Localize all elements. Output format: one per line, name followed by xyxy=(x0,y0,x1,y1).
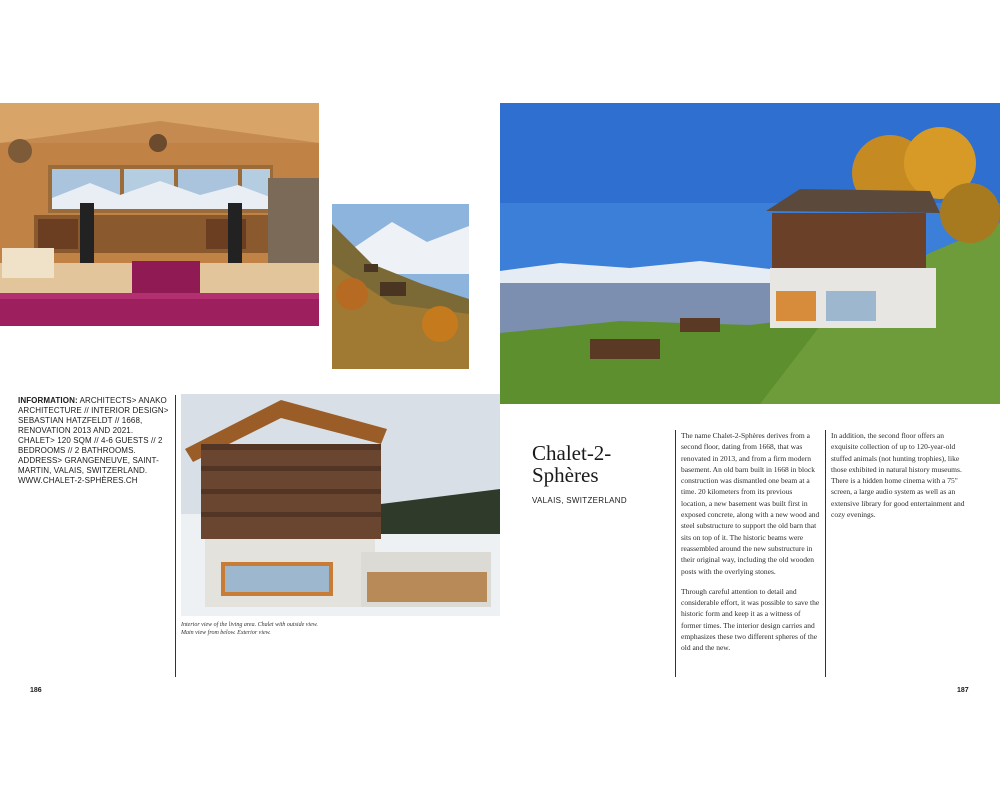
mountain-slope-photo xyxy=(332,204,469,369)
photo-caption: Interior view of the living area. Chalet with outside view. Main view from below. Exterior view. xyxy=(181,622,318,636)
interior-living-room-photo xyxy=(0,103,319,326)
information-text: ARCHITECTS> ANAKO ARCHITECTURE // INTERIOR DESIGN> SEBASTIAN HATZFELDT // 1668, RENOVATION 2013 AND 2021. CHALET> 120 SQM // 4-6 GUESTS // 2 BEDROOMS // 2 BATHROOMS. ADDRESS> GRANGENEUVE, SAINT-MARTIN, VALAIS, SWITZERLAND. WWW.CHALET-2-SPHÈRES.CH xyxy=(18,396,169,485)
winter-chalet-photo xyxy=(181,394,500,616)
page-number-right: 187 xyxy=(957,687,969,694)
column-divider xyxy=(175,395,176,677)
chalet-exterior-photo xyxy=(500,103,1000,404)
information-block xyxy=(18,396,170,486)
information-label: INFORMATION: xyxy=(18,396,78,405)
column-divider xyxy=(825,430,826,677)
article-title: Chalet-2-Sphères xyxy=(532,441,612,487)
article-paragraph: The name Chalet-2-Sphères derives from a second floor, dating from 1668, that was renovated in 2013, and from a firm modern basement. An old barn built in 1668 in block construction was dismantled one beam at a time. 20 kilometers from its previous location, a new basement was built first in exposed concrete, along with a new wood and steel substructure to support the old barn that sits on top of it. The historic beams were reassembled around the new substructure in their original way, including the old wooden posts with the overlying stones. xyxy=(681,431,820,576)
article-paragraph: In addition, the second floor offers an exquisite collection of up to 120-year-old stuffed animals (not hunting trophies), like those exhibited in natural history museums. There is a hidden home cinema with a 75" screen, a large audio system as well as an extensive library for good entertainment and cozy evenings. xyxy=(831,431,965,520)
page-number-left: 186 xyxy=(30,687,42,694)
article-column-1 xyxy=(681,430,820,663)
article-paragraph: Through careful attention to detail and considerable effort, it was possible to save the historic form and keep it as a witness of former times. The interior design carries and emphasizes these two different spheres of the old and the new. xyxy=(681,586,820,653)
article-column-2 xyxy=(831,430,970,529)
column-divider xyxy=(675,430,676,677)
article-location: VALAIS, SWITZERLAND xyxy=(532,496,627,505)
